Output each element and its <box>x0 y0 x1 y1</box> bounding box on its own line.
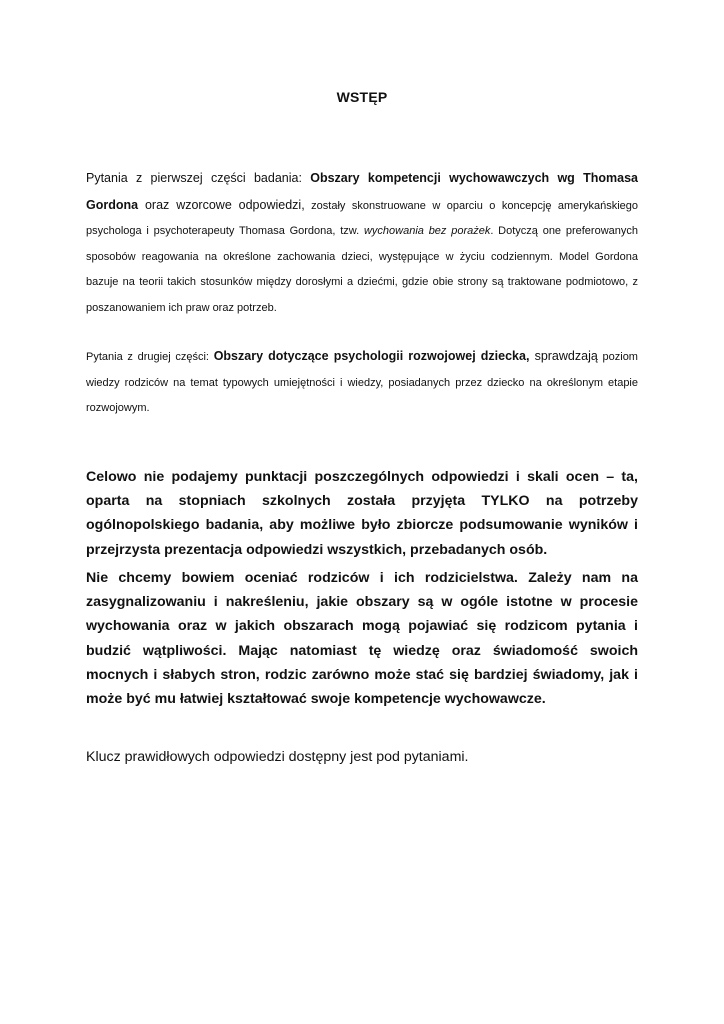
p1-mid: oraz wzorcowe odpowiedzi, <box>138 197 305 212</box>
paragraph-purpose-note: Nie chcemy bowiem oceniać rodziców i ich rodzicielstwa. Zależy nam na zasygnalizowaniu i nakreśleniu, jakie obszary są w ogóle istotne w procesie wychowania oraz w jakich obszarach mogą pojawiać się rodzicom pytania i budzić wątpliwości. Mając natomiast tę wiedzę oraz świadomość swoich mocnych i słabych stron, rodzic zarówno może stać się bardziej świadomy, jak i może być mu łatwiej kształtować swoje kompetencje wychowawcze. <box>86 570 638 708</box>
p2-lead: Pytania z drugiej części: <box>86 351 214 363</box>
p1-emphasis: Obszary kompetencji wychowawczych wg Thomasa Gordona <box>86 171 638 212</box>
p2-rest: poziom wiedzy rodziców na temat typowych umiejętności i wiedzy, posiadanych przez dziecko na określonym etapie rozwojowym. <box>86 351 638 414</box>
p2-mid: sprawdzają <box>529 349 598 363</box>
p1-tail: . Dotyczą one preferowanych sposobów reagowania na określone zachowania dzieci, występujące w życiu codziennym. Model Gordona bazuje na teorii takich stosunków między dorosłymi a dziećmi, gdzie obie strony są traktowane podmiotowo, z poszanowaniem ich praw oraz potrzeb. <box>86 225 638 314</box>
paragraph-gordon-intro <box>86 166 638 321</box>
paragraph-developmental-psychology <box>86 344 638 422</box>
p1-rest: zostały skonstruowane w oparciu o koncepcję amerykańskiego psychologa i psychoterapeuty Thomasa Gordona, tzw. <box>86 199 638 237</box>
page-title: WSTĘP <box>336 89 388 105</box>
paragraph-scoring-note: Celowo nie podajemy punktacji poszczególnych odpowiedzi i skali ocen – ta, oparta na stopniach szkolnych została przyjęta TYLKO na potrzeby ogólnopolskiego badania, aby możliwe było zbiorcze podsumowanie wyników i przejrzysta prezentacja odpowiedzi wszystkich, przebadanych osób. <box>86 469 638 558</box>
p2-emphasis: Obszary dotyczące psychologii rozwojowej dziecka, <box>213 349 530 363</box>
answer-key-note: Klucz prawidłowych odpowiedzi dostępny jest pod pytaniami. <box>86 749 469 765</box>
p1-italic: wychowania bez porażek <box>363 225 491 237</box>
p1-lead: Pytania z pierwszej części badania: <box>86 171 311 185</box>
